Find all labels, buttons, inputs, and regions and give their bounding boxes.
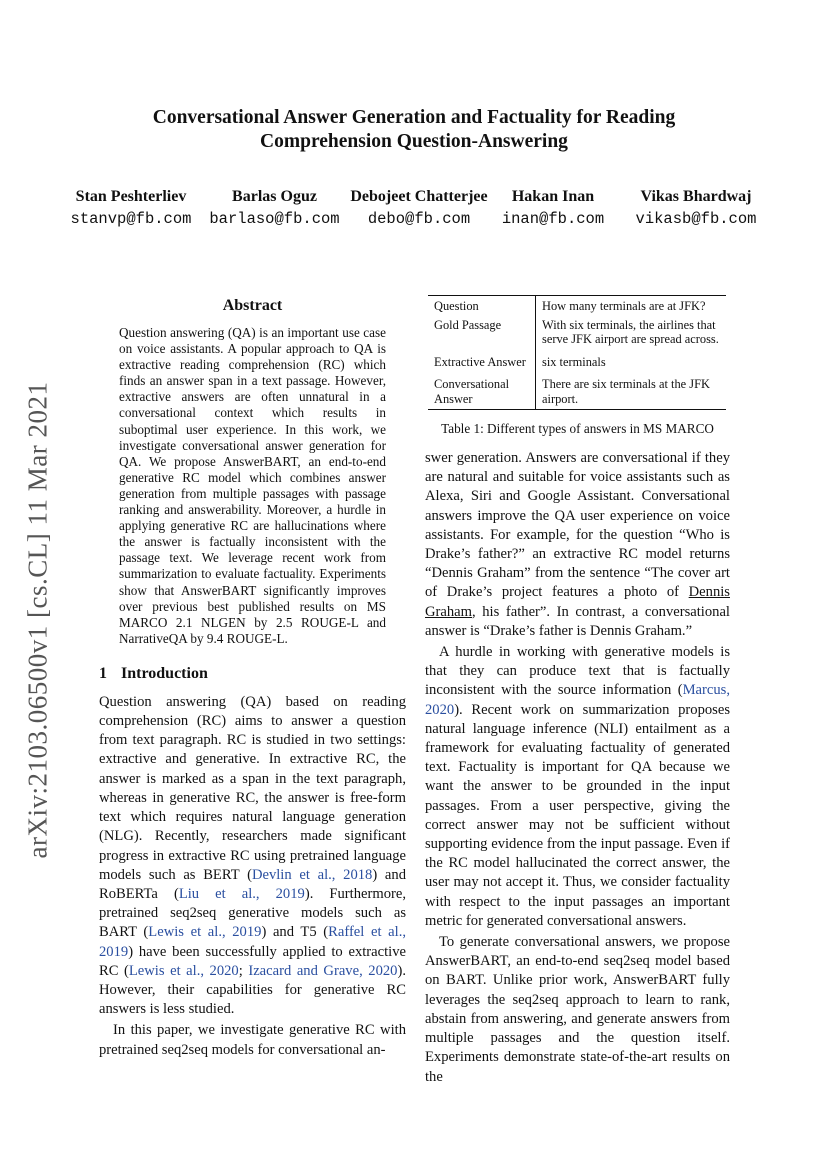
intro-paragraph-5: To generate conversational answers, we propose AnswerBART, an end-to-end seq2seq model based on BART. Unlike prior work, AnswerBART fully leverages the seq2seq approach to learn to rank, abstain from answering, and generate answers from multiple passages and the question itself. Experiments demonstrate state-of-the-art results on the	[425, 934, 730, 1085]
table-row	[428, 296, 726, 316]
left-column	[99, 295, 406, 1060]
table-cell-key: Question	[428, 296, 536, 316]
text-span: , his father”. In contrast, a conversational answer is “Drake’s father is Dennis Graham.”	[425, 603, 730, 639]
text-span: ;	[238, 962, 249, 979]
table-row	[428, 316, 726, 349]
author-email: barlaso@fb.com	[209, 210, 340, 228]
abstract-heading: Abstract	[222, 297, 283, 314]
section-number: 1	[99, 664, 107, 682]
text-span: Question answering (QA) based on reading comprehension (RC) aims to answer a question from text paragraph. RC is studied in two settings: extractive and generative. In extractive RC, the answer is marked as a span in the text paragraph, whereas in generative RC, the answer is free-form text which requires natural language generation (NLG). Recently, researchers made significant progress in extractive RC using pretrained language models such as BERT (	[99, 693, 406, 883]
intro-paragraph-2: In this paper, we investigate generative RC with pretrained seq2seq models for conversational an-	[99, 1022, 406, 1058]
author-3	[344, 186, 494, 230]
title-line-2: Comprehension Question-Answering	[260, 131, 568, 152]
citation-link[interactable]: Devlin et al., 2018	[251, 866, 373, 883]
author-name: Stan Peshterliev	[75, 188, 187, 205]
section-heading-introduction	[99, 663, 406, 685]
table-cell-value: six terminals	[542, 354, 606, 369]
author-name: Debojeet Chatterjee	[350, 188, 488, 205]
citation-link[interactable]: Liu et al., 2019	[178, 885, 305, 902]
text-span: swer generation. Answers are conversational if they are natural and suitable for voice assistants such as Alexa, Siri and Google Assistant. Conversational answers improve the QA user experience on voice assistants. For example, for the question “Who is Drake’s father?” an extractive RC model returns “Dennis Graham” from the sentence “The cover art of Drake’s project features a photo of	[425, 450, 730, 601]
intro-paragraph-1	[99, 693, 406, 1019]
author-name: Barlas Oguz	[232, 188, 317, 205]
author-email: stanvp@fb.com	[70, 210, 192, 228]
intro-paragraph-3	[425, 449, 730, 641]
author-list	[62, 186, 766, 236]
table-caption: Table 1: Different types of answers in MS MARCO	[441, 421, 714, 436]
author-4	[498, 186, 608, 230]
table-cell-value: There are six terminals at the JFK airport.	[536, 371, 727, 410]
arxiv-identifier-text: arXiv:2103.06500v1 [cs.CL] 11 Mar 2021	[22, 381, 53, 859]
table-cell-value: How many terminals are at JFK?	[536, 296, 727, 316]
author-name: Vikas Bhardwaj	[640, 188, 752, 205]
text-span: A hurdle in working with generative models is that they can produce text that is factually inconsistent with the source information (	[425, 644, 730, 699]
table-cell-key: Extractive Answer	[428, 349, 536, 372]
intro-paragraph-4	[425, 643, 730, 931]
author-1	[62, 186, 200, 230]
right-column	[425, 295, 730, 1087]
title-line-1: Conversational Answer Generation and Factuality for Reading	[152, 107, 676, 128]
citation-link[interactable]: Lewis et al., 2019	[148, 924, 262, 941]
table-row	[428, 371, 726, 410]
citation-link[interactable]: Lewis et al., 2020	[128, 962, 239, 979]
author-name: Hakan Inan	[511, 188, 595, 205]
text-span: ). Furthermore, pretrained seq2seq generative models such as BART (	[99, 885, 406, 941]
text-span: ). Recent work on summarization proposes natural language inference (NLI) entailment as a framework for evaluating factuality of generated text. Factuality is important for QA because we want the answer to be grounded in the input passages. From a user perspective, giving the correct answer may not be sufficient without supporting evidence from the input passage. Even if the RC model hallucinated the correct answer, the user may not accept it. Thus, we consider factuality with respect to the input passages an important metric for generated conversational answers.	[425, 701, 730, 929]
author-email: vikasb@fb.com	[635, 210, 757, 228]
citation-link[interactable]: Marcus, 2020	[425, 682, 730, 718]
author-email: debo@fb.com	[367, 210, 471, 228]
author-2	[202, 186, 347, 230]
table-cell-key: Gold Passage	[428, 316, 536, 349]
author-email: inan@fb.com	[501, 210, 605, 228]
citation-link[interactable]: Raffel et al., 2019	[99, 924, 406, 960]
table-cell-key: Conversational Answer	[428, 371, 536, 410]
paper-title	[100, 106, 728, 154]
citation-link[interactable]: Izacard and Grave, 2020	[248, 962, 398, 979]
answer-types-table	[428, 295, 726, 410]
text-span: ). However, their capabilities for generative RC answers is less studied.	[99, 962, 406, 1018]
abstract-text: Question answering (QA) is an important use case on voice assistants. A popular approach to QA is extractive reading comprehension (RC) which finds an answer span in a text passage. However, extractive answers are often unnatural in a conversational context which results in suboptimal user experience. In this work, we investigate conversational answer generation for QA. We propose AnswerBART, an end-to-end generative RC model which combines answer generation from multiple passages with passage ranking and answerability. Moreover, a hurdle in applying generative RC are hallucinations where the answer is factually inconsistent with the passage text. We leverage recent work from summarization to evaluate factuality. Experiments show that AnswerBART significantly improves over previous best published results on MS MARCO 2.1 NLGEN by 2.5 ROUGE-L and NarrativeQA by 9.4 ROUGE-L.	[119, 325, 386, 646]
arxiv-identifier	[18, 360, 58, 880]
text-span: ) and T5 (	[261, 924, 329, 941]
table-cell-value: With six terminals, the airlines that serve JFK airport are spread across.	[542, 317, 719, 346]
author-5	[626, 186, 766, 230]
text-span: ) have been successfully applied to extractive RC (	[99, 943, 406, 979]
table-row	[428, 349, 726, 372]
section-title: Introduction	[121, 664, 208, 682]
underlined-text: Dennis Graham	[425, 584, 730, 620]
text-span: ) and RoBERTa (	[99, 866, 406, 902]
